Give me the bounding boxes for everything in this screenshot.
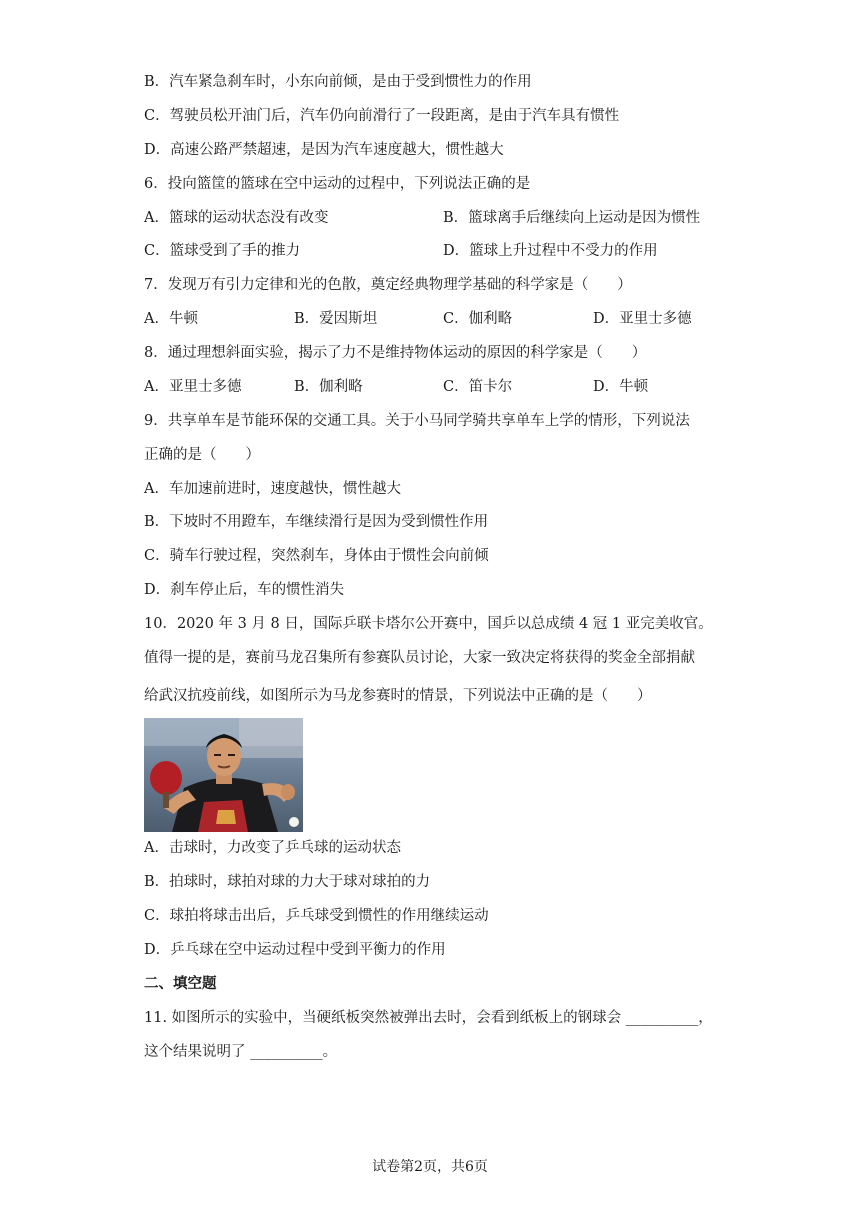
q10-stem-line3: 给武汉抗疫前线，如图所示为马龙参赛时的情景，下列说法中正确的是（ ）	[144, 688, 652, 704]
q5-option-b: B．汽车紧急刹车时，小东向前倾，是由于受到惯性力的作用	[144, 74, 532, 90]
q8-option-d: D．牛顿	[593, 379, 649, 395]
q8-option-b: B．伽利略	[294, 379, 363, 395]
q7-option-a: A．牛顿	[144, 311, 198, 327]
q8-stem: 8．通过理想斜面实验，揭示了力不是维持物体运动的原因的科学家是（ ）	[144, 345, 647, 361]
q6-option-b: B．篮球离手后继续向上运动是因为惯性	[443, 210, 701, 226]
q8-option-c: C．笛卡尔	[443, 379, 513, 395]
table-tennis-player-photo	[144, 718, 303, 832]
q5-option-c: C．驾驶员松开油门后，汽车仍向前滑行了一段距离，是由于汽车具有惯性	[144, 108, 620, 124]
q6-option-d: D．篮球上升过程中不受力的作用	[443, 243, 658, 259]
q8-option-a: A．亚里士多德	[144, 379, 242, 395]
q10-option-a: A．击球时，力改变了乒乓球的运动状态	[144, 840, 401, 856]
q10-option-b: B．拍球时，球拍对球的力大于球对球拍的力	[144, 874, 431, 890]
q10-stem-line1: 10．2020 年 3 月 8 日，国际乒联卡塔尔公开赛中，国乒以总成绩 4 冠 1 亚完美收官。	[144, 616, 713, 632]
q9-stem-line1: 9．共享单车是节能环保的交通工具。关于小马同学骑共享单车上学的情形，下列说法	[144, 413, 690, 429]
q9-option-b: B．下坡时不用蹬车，车继续滑行是因为受到惯性作用	[144, 514, 489, 530]
q6-stem: 6．投向篮筐的篮球在空中运动的过程中，下列说法正确的是	[144, 176, 531, 192]
q10-stem-line2: 值得一提的是，赛前马龙召集所有参赛队员讨论，大家一致决定将获得的奖金全部捐献	[144, 650, 695, 666]
q9-stem-line2: 正确的是（ ）	[144, 447, 260, 463]
q6-option-c: C．篮球受到了手的推力	[144, 243, 301, 259]
q10-option-c: C．球拍将球击出后，乒乓球受到惯性的作用继续运动	[144, 908, 489, 924]
q10-option-d: D．乒乓球在空中运动过程中受到平衡力的作用	[144, 942, 446, 958]
q9-option-c: C．骑车行驶过程，突然刹车，身体由于惯性会向前倾	[144, 548, 489, 564]
q5-option-d: D．高速公路严禁超速，是因为汽车速度越大，惯性越大	[144, 142, 504, 158]
q7-stem: 7．发现万有引力定律和光的色散，奠定经典物理学基础的科学家是（ ）	[144, 277, 632, 293]
q11-line1: 11. 如图所示的实验中，当硬纸板突然被弹出去时，会看到纸板上的钢球会 __________，	[144, 1010, 713, 1026]
q6-option-a: A．篮球的运动状态没有改变	[144, 210, 329, 226]
q7-option-c: C．伽利略	[443, 311, 513, 327]
q7-option-d: D．亚里士多德	[593, 311, 692, 327]
q11-line2: 这个结果说明了 __________。	[144, 1044, 338, 1060]
section-heading: 二、填空题	[144, 976, 217, 992]
q7-option-b: B．爱因斯坦	[294, 311, 378, 327]
page-footer: 试卷第2页，共6页	[372, 1159, 488, 1175]
q9-option-d: D．刹车停止后，车的惯性消失	[144, 582, 345, 598]
q9-option-a: A．车加速前进时，速度越快，惯性越大	[144, 481, 401, 497]
